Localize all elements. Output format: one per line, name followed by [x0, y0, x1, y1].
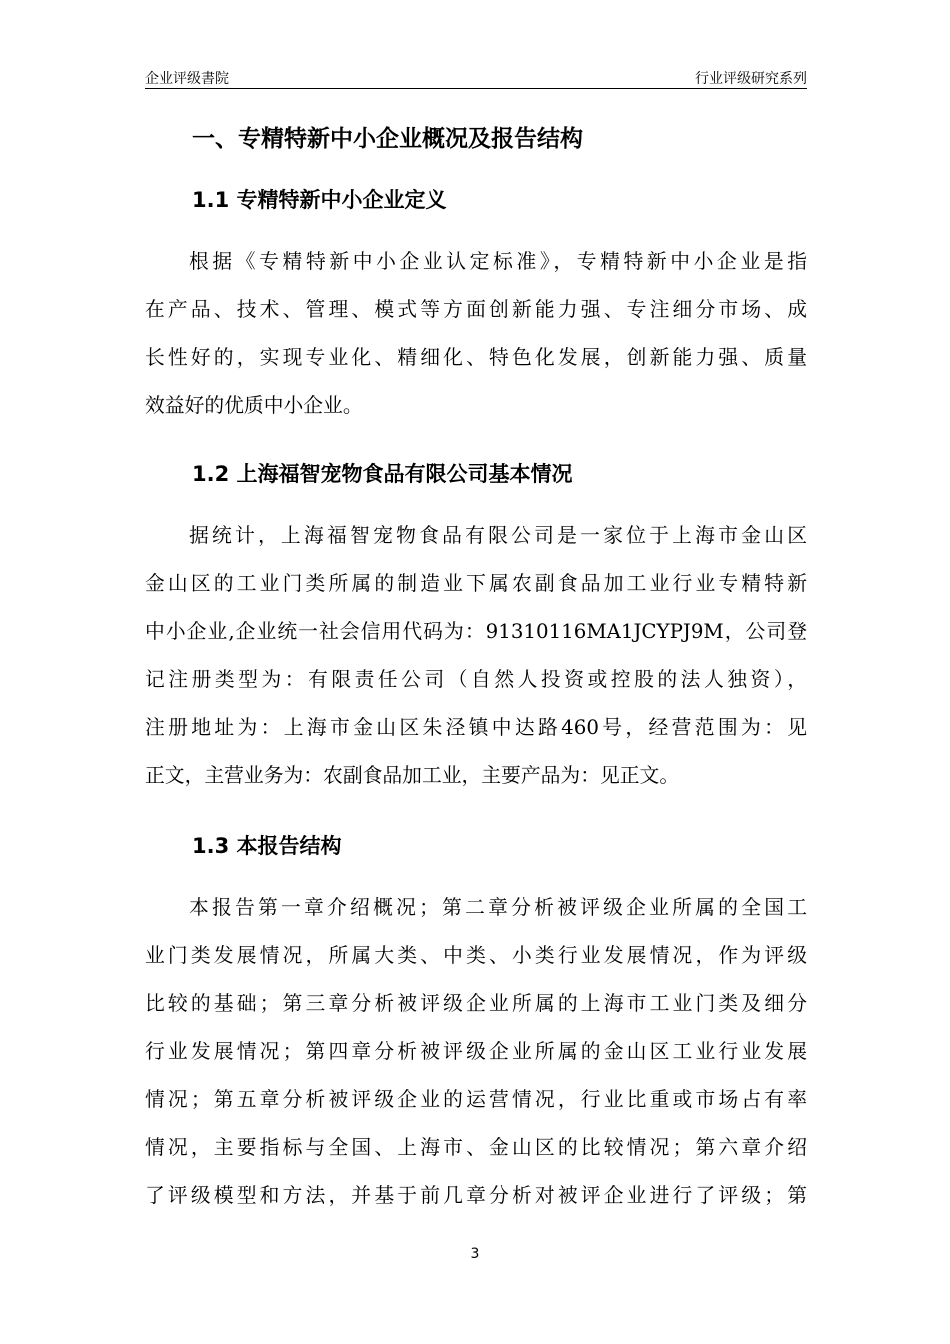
paragraph-line: 长性好的，实现专业化、精细化、特色化发展，创新能力强、质量	[145, 346, 807, 369]
header-right-text: 行业评级研究系列	[695, 71, 807, 87]
paragraph-line: 情况；第五章分析被评级企业的运营情况，行业比重或市场占有率	[145, 1088, 807, 1111]
paragraph-line: 比较的基础；第三章分析被评级企业所属的上海市工业门类及细分	[145, 992, 807, 1015]
paragraph-line: 金山区的工业门类所属的制造业下属农副食品加工业行业专精特新	[145, 572, 807, 595]
header-left-text: 企业评级書院	[145, 71, 229, 87]
paragraph-line: 据统计，上海福智宠物食品有限公司是一家位于上海市金山区	[189, 524, 807, 547]
paragraph-line: 业门类发展情况，所属大类、中类、小类行业发展情况，作为评级	[145, 944, 807, 967]
page-header	[145, 66, 807, 89]
section-title-1-3: 1.3 本报告结构	[192, 834, 342, 858]
section-body-1-3	[145, 884, 807, 1220]
section-title-1-1: 1.1 专精特新中小企业定义	[192, 188, 447, 212]
paragraph-line: 效益好的优质中小企业。	[145, 394, 363, 417]
paragraph-line: 了评级模型和方法，并基于前几章分析对被评企业进行了评级；第	[145, 1184, 807, 1207]
page-number: 3	[470, 1246, 480, 1262]
paragraph-line: 情况，主要指标与全国、上海市、金山区的比较情况；第六章介绍	[145, 1136, 807, 1159]
paragraph-line: 行业发展情况；第四章分析被评级企业所属的金山区工业行业发展	[145, 1040, 807, 1063]
section-body-1-1	[145, 238, 807, 430]
section-body-1-2	[145, 512, 807, 800]
paragraph-line: 在产品、技术、管理、模式等方面创新能力强、专注细分市场、成	[145, 298, 807, 321]
paragraph-line: 正文，主营业务为：农副食品加工业，主要产品为：见正文。	[145, 764, 680, 787]
section-title-1-2: 1.2 上海福智宠物食品有限公司基本情况	[192, 462, 573, 486]
paragraph-line: 根据《专精特新中小企业认定标准》，专精特新中小企业是指	[189, 250, 807, 273]
paragraph-line: 中小企业,企业统一社会信用代码为：91310116MA1JCYPJ9M，公司登	[145, 620, 807, 643]
paragraph-line: 本报告第一章介绍概况；第二章分析被评级企业所属的全国工	[189, 896, 807, 919]
chapter-heading: 一、专精特新中小企业概况及报告结构	[192, 126, 583, 152]
paragraph-line: 注册地址为：上海市金山区朱泾镇中达路460号，经营范围为：见	[145, 716, 807, 739]
paragraph-line: 记注册类型为：有限责任公司（自然人投资或控股的法人独资），	[145, 668, 807, 691]
